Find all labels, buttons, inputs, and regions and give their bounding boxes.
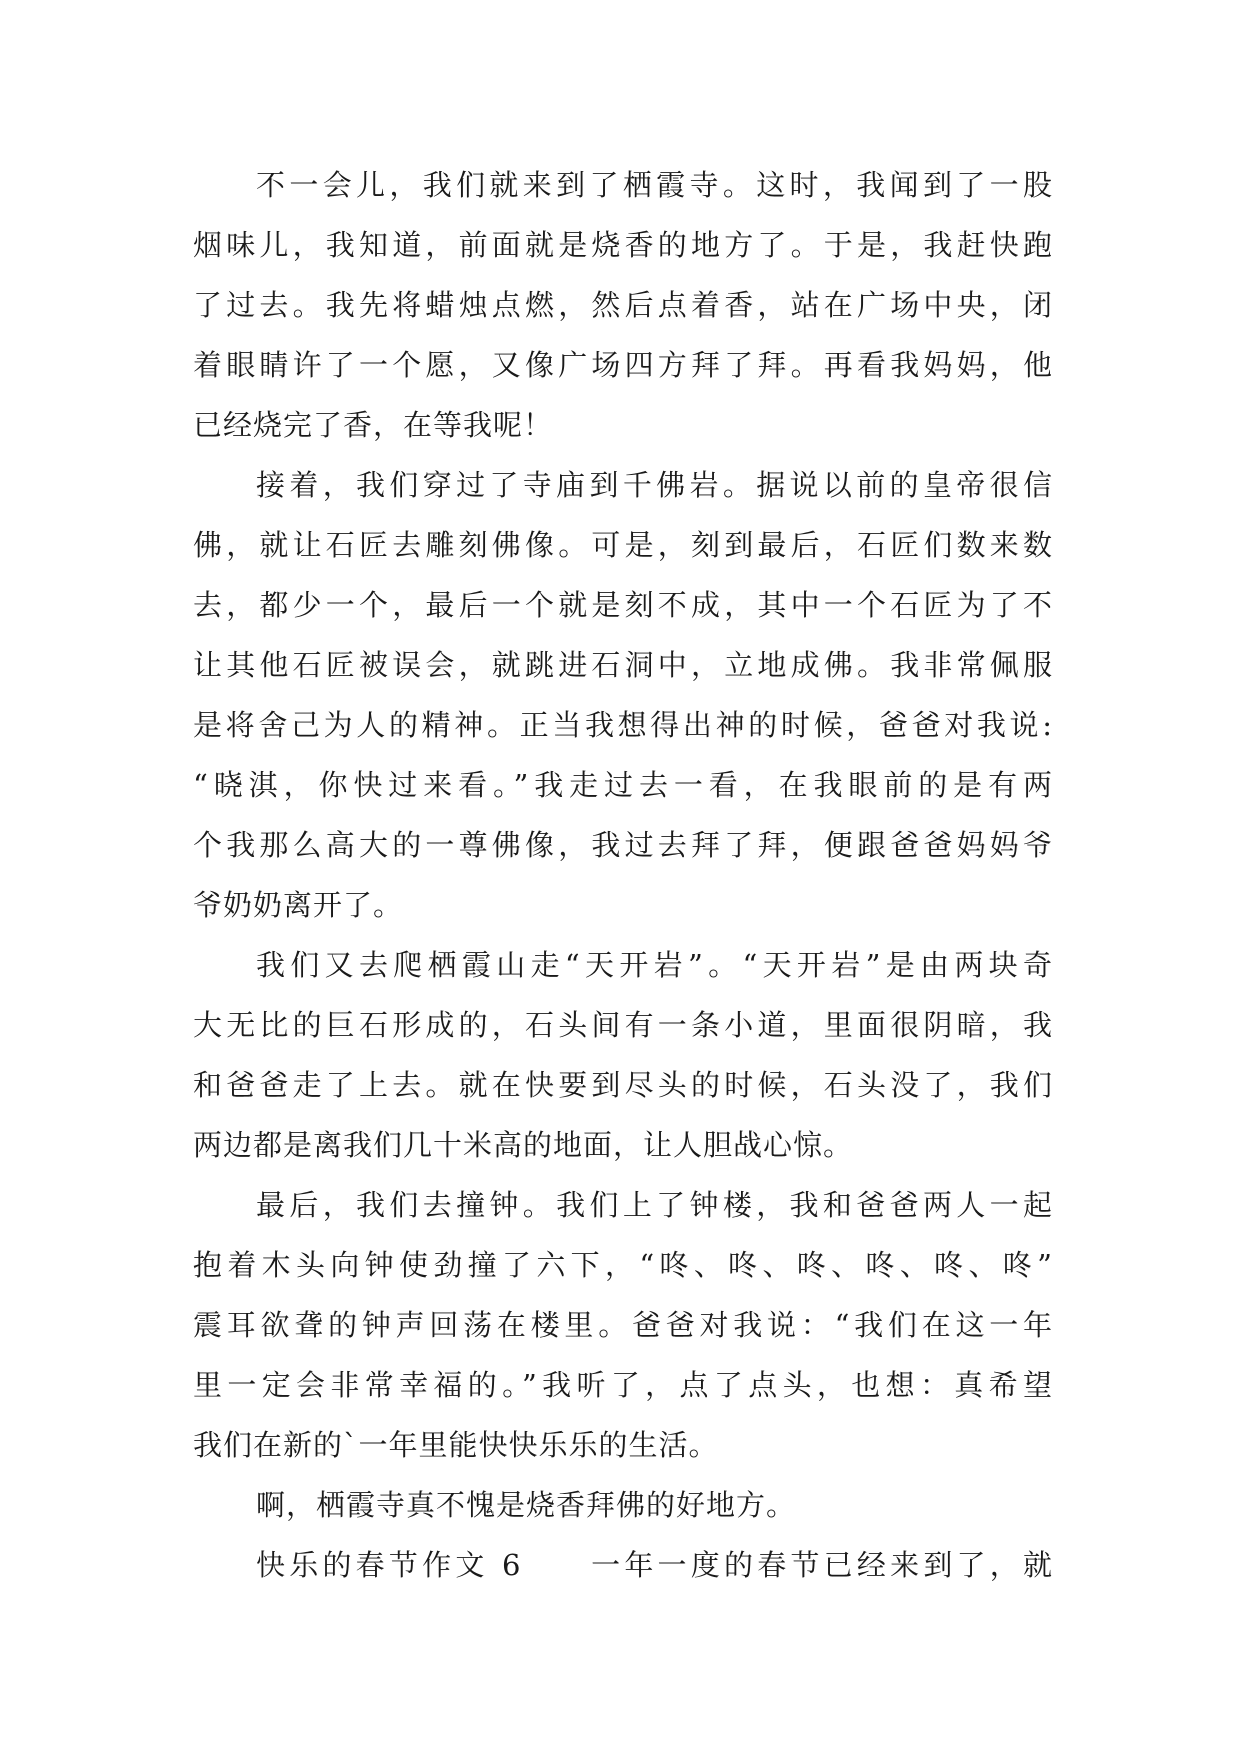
paragraph-line: 两边都是离我们几十米高的地面，让人胆战心惊。 [193,1128,854,1162]
paragraph-line: 烟味儿，我知道，前面就是烧香的地方了。于是，我赶快跑 [193,228,1053,262]
paragraph-line: 啊，栖霞寺真不愧是烧香拜佛的好地方。 [256,1488,797,1522]
paragraph-line: 让其他石匠被误会，就跳进石洞中，立地成佛。我非常佩服 [193,648,1053,682]
paragraph-line: 着眼睛许了一个愿，又像广场四方拜了拜。再看我妈妈，他 [193,348,1053,382]
paragraph-line: 快乐的春节作文 6 一年一度的春节已经来到了，就 [256,1548,1053,1582]
paragraph-line: 个我那么高大的一尊佛像，我过去拜了拜，便跟爸爸妈妈爷 [193,828,1053,862]
paragraph-line: 接着，我们穿过了寺庙到千佛岩。据说以前的皇帝很信 [256,468,1053,502]
paragraph-line: 大无比的巨石形成的，石头间有一条小道，里面很阴暗，我 [193,1008,1053,1042]
paragraph-line: “晓淇，你快过来看。”我走过去一看，在我眼前的是有两 [193,768,1053,802]
paragraph-line: 最后，我们去撞钟。我们上了钟楼，我和爸爸两人一起 [256,1188,1053,1222]
paragraph-line: 是将舍己为人的精神。正当我想得出神的时候，爸爸对我说: [193,708,1053,742]
paragraph-line: 里一定会非常幸福的。”我听了，点了点头，也想：真希望 [193,1368,1053,1402]
paragraph-line: 去，都少一个，最后一个就是刻不成，其中一个石匠为了不 [193,588,1053,622]
paragraph-line: 佛，就让石匠去雕刻佛像。可是，刻到最后，石匠们数来数 [193,528,1053,562]
paragraph-line: 了过去。我先将蜡烛点燃，然后点着香，站在广场中央，闭 [193,288,1053,322]
paragraph-line: 和爸爸走了上去。就在快要到尽头的时候，石头没了，我们 [193,1068,1053,1102]
essay-body [193,155,1053,1595]
paragraph-line: 我们又去爬栖霞山走“天开岩”。“天开岩”是由两块奇 [256,948,1053,982]
paragraph-line: 不一会儿，我们就来到了栖霞寺。这时，我闻到了一股 [256,168,1053,202]
paragraph-line: 爷奶奶离开了。 [193,888,404,922]
paragraph-line: 震耳欲聋的钟声回荡在楼里。爸爸对我说：“我们在这一年 [193,1308,1053,1342]
paragraph-line: 抱着木头向钟使劲撞了六下，“咚、咚、咚、咚、咚、咚” [193,1248,1053,1282]
paragraph-line: 已经烧完了香，在等我呢！ [193,408,554,442]
paragraph-line: 我们在新的`一年里能快快乐乐的生活。 [193,1428,719,1462]
